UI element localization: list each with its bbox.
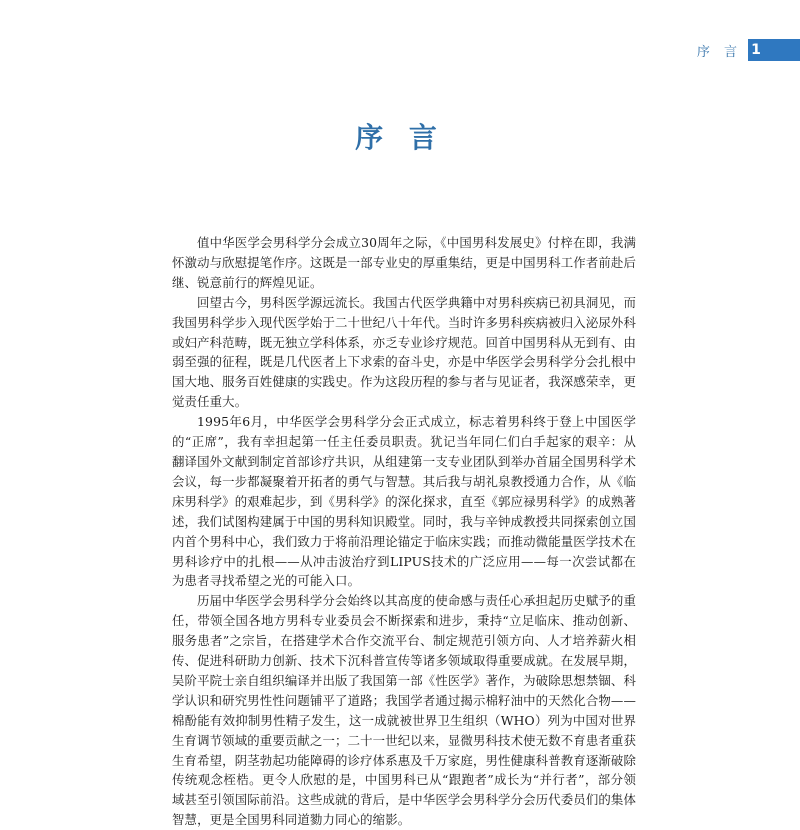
header-accent-bar bbox=[764, 39, 800, 61]
preface-body bbox=[172, 233, 636, 830]
paragraph-4: 历届中华医学会男科学分会始终以其高度的使命感与责任心承担起历史赋予的重任，带领全国各地方男科专业委员会不断探索和进步，秉持“立足临床、推动创新、服务患者”之宗旨，在搭建学术合作交流平台、制定规范引领方向、人才培养薪火相传、促进科研助力创新、技术下沉科普宣传等诸多领域取得重要成就。在发展早期，吴阶平院士亲自组织编译并出版了我国第一部《性医学》著作，为破除思想禁锢、科学认识和研究男性性问题铺平了道路；我国学者通过揭示棉籽油中的天然化合物——棉酚能有效抑制男性精子发生，这一成就被世界卫生组织（WHO）列为中国对世界生育调节领域的重要贡献之一；二十一世纪以来，显微男科技术使无数不育患者重获生育希望，阴茎勃起功能障碍的诊疗体系惠及千万家庭，男性健康科普教育逐渐破除传统观念桎梏。更令人欣慰的是，中国男科已从“跟跑者”成长为“并行者”，部分领域甚至引领国际前沿。这些成就的背后，是中华医学会男科学分会历代委员们的集体智慧，更是全国男科同道勠力同心的缩影。 bbox=[172, 593, 637, 828]
page-number-badge: 1 bbox=[748, 39, 764, 61]
paragraph-3: 1995年6月，中华医学会男科学分会正式成立，标志着男科终于登上中国医学的“正席”，我有幸担起第一任主任委员职责。犹记当年同仁们白手起家的艰辛：从翻译国外文献到制定首部诊疗共识，从组建第一支专业团队到举办首届全国男科学术会议，每一步都凝聚着开拓者的勇气与智慧。其后我与胡礼泉教授通力合作，从《临床男科学》的艰难起步，到《男科学》的深化探求，直至《郭应禄男科学》的成熟著述，我们试图构建属于中国的男科知识殿堂。同时，我与辛钟成教授共同探索创立国内首个男科中心，我们致力于将前沿理论锚定于临床实践；而推动微能量医学技术在男科诊疗中的扎根——从冲击波治疗到LIPUS技术的广泛应用——每一次尝试都在为患者寻找希望之光的可能入口。 bbox=[172, 414, 637, 589]
running-header bbox=[697, 38, 800, 62]
page-title: 序 言 bbox=[355, 121, 445, 154]
paragraph-2: 回望古今，男科医学源远流长。我国古代医学典籍中对男科疾病已初具洞见，而我国男科学步入现代医学始于二十世纪八十年代。当时许多男科疾病被归入泌尿外科或妇产科范畴，既无独立学科体系，亦乏专业诊疗规范。回首中国男科从无到有、由弱至强的征程，既是几代医者上下求索的奋斗史，亦是中华医学会男科学分会扎根中国大地、服务百姓健康的实践史。作为这段历程的参与者与见证者，我深感荣幸，更觉责任重大。 bbox=[172, 294, 637, 410]
running-header-title: 序 言 bbox=[696, 44, 742, 60]
paragraph-1: 值中华医学会男科学分会成立30周年之际，《中国男科发展史》付梓在即，我满怀激动与欣慰提笔作序。这既是一部专业史的厚重集结，更是中国男科工作者前赴后继、锐意前行的辉煌见证。 bbox=[172, 235, 637, 290]
